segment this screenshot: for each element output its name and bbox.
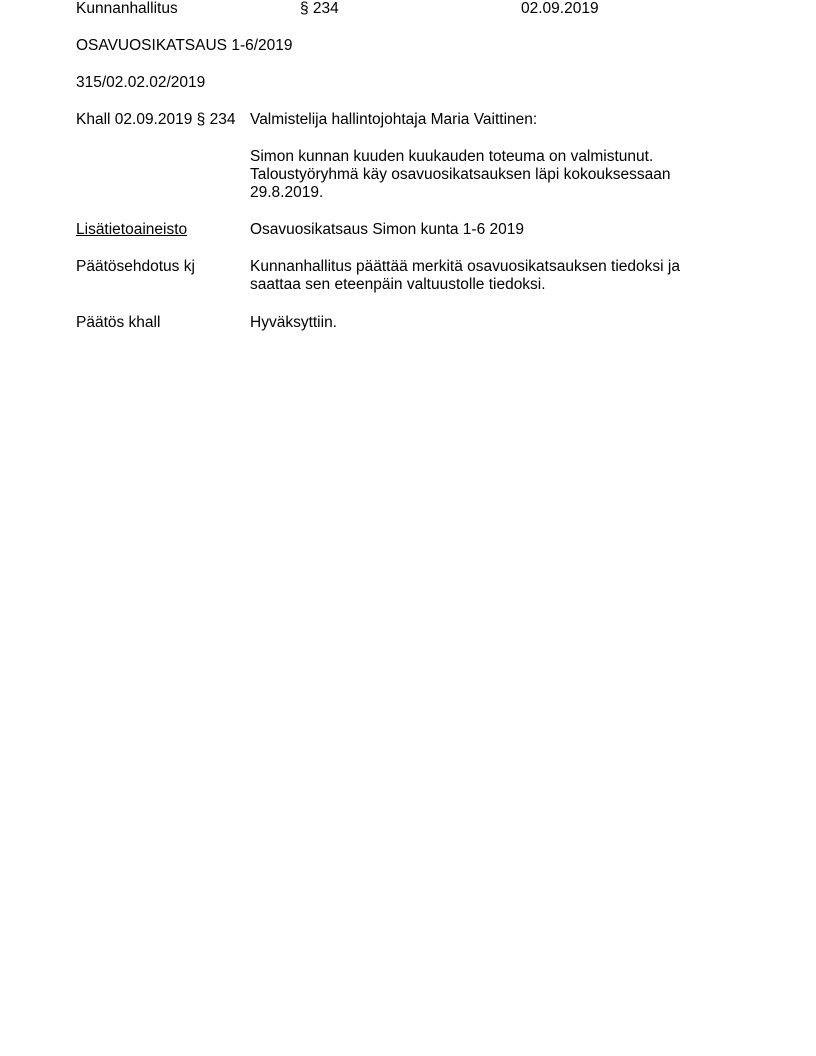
attachment-value: Osavuosikatsaus Simon kunta 1-6 2019 [250,221,524,238]
header-section-number: § 234 [300,0,339,17]
decision-value: Hyväksyttiin. [250,314,337,331]
description-paragraph [250,148,720,202]
description-line: Taloustyöryhmä käy osavuosikatsauksen läpi kokouksessaan [250,166,671,183]
proposal-paragraph [250,258,720,294]
document-title: OSAVUOSIKATSAUS 1-6/2019 [76,37,293,54]
proposal-line: saattaa sen eteenpäin valtuustolle tiedoksi. [250,276,546,293]
header-body-name: Kunnanhallitus [76,0,178,17]
description-line: Simon kunnan kuuden kuukauden toteuma on valmistunut. [250,148,654,165]
proposal-line: Kunnanhallitus päättää merkitä osavuosikatsauksen tiedoksi ja [250,258,680,275]
preparer-text: Valmistelija hallintojohtaja Maria Vaittinen: [250,111,538,128]
header-date: 02.09.2019 [521,0,599,17]
proposal-label: Päätösehdotus kj [76,258,195,275]
attachment-link[interactable]: Lisätietoaineisto [76,221,188,238]
description-line: 29.8.2019. [250,184,324,201]
decision-label: Päätös khall [76,314,161,331]
preparation-label: Khall 02.09.2019 § 234 [76,111,236,128]
record-number: 315/02.02.02/2019 [76,74,206,91]
